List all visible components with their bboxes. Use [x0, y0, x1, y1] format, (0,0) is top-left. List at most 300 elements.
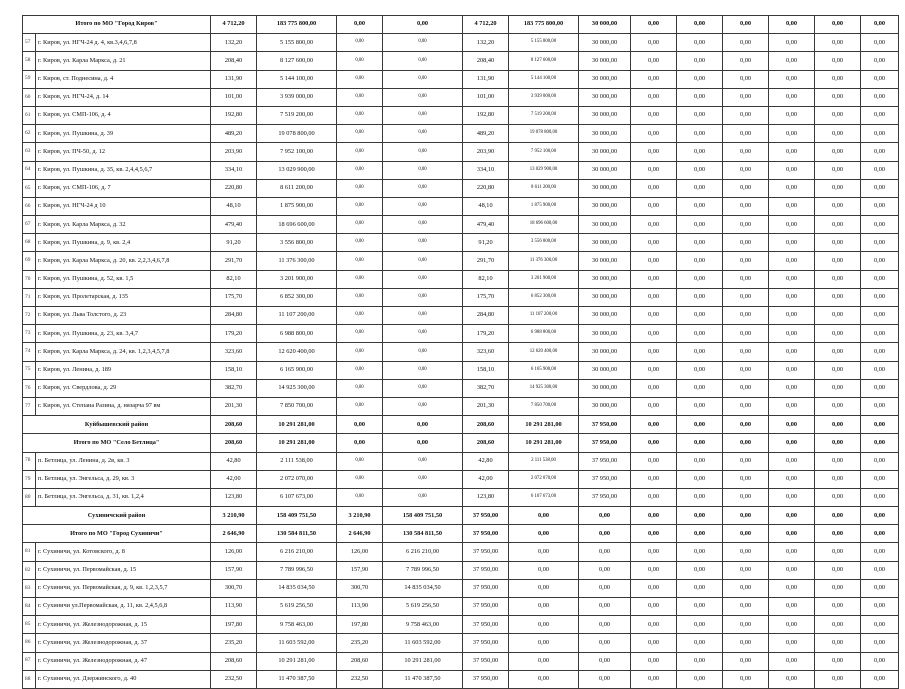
address-cell: г. Киров, ул. СМП-106, д. 4: [36, 106, 211, 124]
value-cell: 0,00: [383, 379, 463, 397]
address-cell: г. Киров, ул. Пушкина, д. 9, кв. 2,4: [36, 234, 211, 252]
value-cell: 0,00: [861, 525, 899, 543]
value-cell: 183 775 800,00: [257, 16, 337, 34]
value-cell: 0,00: [631, 434, 677, 452]
value-cell: 37 950,00: [463, 543, 509, 561]
value-cell: 2 072 070,00: [509, 470, 579, 488]
value-cell: 0,00: [815, 361, 861, 379]
value-cell: 0,00: [383, 452, 463, 470]
value-cell: 0,00: [861, 416, 899, 434]
value-cell: 0,00: [677, 252, 723, 270]
value-cell: 0,00: [631, 270, 677, 288]
value-cell: 7 789 996,50: [383, 561, 463, 579]
value-cell: 0,00: [769, 616, 815, 634]
value-cell: 0,00: [769, 397, 815, 415]
value-cell: 0,00: [631, 452, 677, 470]
value-cell: 0,00: [861, 361, 899, 379]
address-cell: г. Сухиничи, ул. Железнодорожная, д. 47: [36, 652, 211, 670]
value-cell: 0,00: [815, 161, 861, 179]
value-cell: 0,00: [815, 16, 861, 34]
value-cell: 0,00: [337, 234, 383, 252]
value-cell: 0,00: [631, 343, 677, 361]
row-number-cell: 80: [23, 488, 36, 506]
value-cell: 179,20: [463, 325, 509, 343]
value-cell: 201,30: [463, 397, 509, 415]
address-cell: г. Киров, ул. Карла Маркса, д. 20, кв. 2,2,3,4,6,7,8: [36, 252, 211, 270]
row-number-cell: 84: [23, 598, 36, 616]
value-cell: 0,00: [861, 452, 899, 470]
value-cell: 0,00: [677, 343, 723, 361]
value-cell: 0,00: [769, 179, 815, 197]
value-cell: 0,00: [337, 416, 383, 434]
value-cell: 0,00: [383, 16, 463, 34]
value-cell: 0,00: [579, 616, 631, 634]
value-cell: 37 950,00: [463, 616, 509, 634]
value-cell: 0,00: [861, 216, 899, 234]
value-cell: 0,00: [631, 670, 677, 688]
value-cell: 0,00: [769, 416, 815, 434]
address-cell: г. Киров, ул. Пушкина, д. 39: [36, 125, 211, 143]
value-cell: 0,00: [677, 616, 723, 634]
value-cell: 0,00: [383, 470, 463, 488]
value-cell: 0,00: [723, 470, 769, 488]
value-cell: 208,40: [463, 52, 509, 70]
value-cell: 0,00: [631, 397, 677, 415]
value-cell: 0,00: [337, 361, 383, 379]
value-cell: 0,00: [769, 88, 815, 106]
value-cell: 1 875 900,00: [509, 197, 579, 215]
value-cell: 0,00: [383, 307, 463, 325]
value-cell: 0,00: [337, 270, 383, 288]
value-cell: 42,80: [211, 452, 257, 470]
value-cell: 123,80: [463, 488, 509, 506]
value-cell: 0,00: [723, 561, 769, 579]
address-cell: г. Сухиничи, ул. Первомайская, д. 9, кв. 1,2,3,5,7: [36, 579, 211, 597]
value-cell: 19 078 800,00: [257, 125, 337, 143]
value-cell: 0,00: [337, 252, 383, 270]
value-cell: 0,00: [509, 507, 579, 525]
row-number-cell: 64: [23, 161, 36, 179]
address-cell: г. Киров, ул. Ленина, д. 189: [36, 361, 211, 379]
value-cell: 2 111 538,00: [257, 452, 337, 470]
table-row: [23, 197, 899, 215]
value-cell: 203,90: [211, 143, 257, 161]
value-cell: 6 988 800,00: [509, 325, 579, 343]
value-cell: 0,00: [579, 543, 631, 561]
value-cell: 48,10: [463, 197, 509, 215]
address-cell: г. Сухиничи, ул. Железнодорожная, д. 15: [36, 616, 211, 634]
value-cell: 0,00: [815, 434, 861, 452]
value-cell: 131,90: [211, 70, 257, 88]
value-cell: 197,80: [211, 616, 257, 634]
table-total-row: [23, 507, 899, 525]
row-number-cell: 58: [23, 52, 36, 70]
value-cell: 0,00: [723, 252, 769, 270]
value-cell: 284,80: [463, 307, 509, 325]
value-cell: 0,00: [383, 434, 463, 452]
value-cell: 0,00: [769, 634, 815, 652]
value-cell: 0,00: [337, 288, 383, 306]
value-cell: 131,90: [463, 70, 509, 88]
value-cell: 37 950,00: [463, 652, 509, 670]
value-cell: 158,10: [211, 361, 257, 379]
value-cell: 14 835 034,50: [257, 579, 337, 597]
value-cell: 30 000,00: [579, 70, 631, 88]
table-row: [23, 52, 899, 70]
value-cell: 0,00: [677, 143, 723, 161]
value-cell: 0,00: [383, 125, 463, 143]
value-cell: 8 127 600,00: [509, 52, 579, 70]
row-number-cell: 65: [23, 179, 36, 197]
table-row: [23, 34, 899, 52]
value-cell: 10 291 281,00: [509, 434, 579, 452]
value-cell: 0,00: [815, 452, 861, 470]
value-cell: 0,00: [337, 325, 383, 343]
value-cell: 479,40: [463, 216, 509, 234]
value-cell: 0,00: [861, 161, 899, 179]
value-cell: 30 000,00: [579, 397, 631, 415]
value-cell: 235,20: [337, 634, 383, 652]
value-cell: 30 000,00: [579, 325, 631, 343]
value-cell: 0,00: [815, 143, 861, 161]
value-cell: 0,00: [677, 216, 723, 234]
value-cell: 30 000,00: [579, 343, 631, 361]
value-cell: 0,00: [677, 361, 723, 379]
value-cell: 0,00: [631, 216, 677, 234]
value-cell: 30 000,00: [579, 179, 631, 197]
row-number-cell: 67: [23, 216, 36, 234]
value-cell: 101,00: [211, 88, 257, 106]
value-cell: 3 939 000,00: [509, 88, 579, 106]
value-cell: 0,00: [579, 598, 631, 616]
value-cell: 30 000,00: [579, 234, 631, 252]
table-row: [23, 288, 899, 306]
value-cell: 0,00: [815, 634, 861, 652]
value-cell: 0,00: [861, 561, 899, 579]
value-cell: 2 646,90: [211, 525, 257, 543]
value-cell: 30 000,00: [579, 288, 631, 306]
value-cell: 0,00: [631, 579, 677, 597]
row-number-cell: 60: [23, 88, 36, 106]
value-cell: 0,00: [337, 88, 383, 106]
value-cell: 37 950,00: [463, 598, 509, 616]
value-cell: 0,00: [631, 561, 677, 579]
row-number-cell: 76: [23, 379, 36, 397]
value-cell: 42,80: [463, 452, 509, 470]
value-cell: 0,00: [769, 379, 815, 397]
value-cell: 0,00: [861, 125, 899, 143]
table-row: [23, 379, 899, 397]
value-cell: 0,00: [815, 270, 861, 288]
value-cell: 208,60: [211, 652, 257, 670]
value-cell: 0,00: [631, 325, 677, 343]
value-cell: 0,00: [769, 525, 815, 543]
value-cell: 48,10: [211, 197, 257, 215]
value-cell: 0,00: [383, 70, 463, 88]
address-cell: г. Сухиничи, ул. Дзержинского, д. 40: [36, 670, 211, 688]
value-cell: 0,00: [723, 488, 769, 506]
table-total-row: [23, 434, 899, 452]
value-cell: 6 107 673,00: [509, 488, 579, 506]
value-cell: 0,00: [631, 416, 677, 434]
value-cell: 0,00: [769, 470, 815, 488]
row-number-cell: 69: [23, 252, 36, 270]
value-cell: 30 000,00: [579, 361, 631, 379]
group-label-cell: Куйбышевский район: [23, 416, 211, 434]
value-cell: 10 291 281,00: [257, 416, 337, 434]
value-cell: 0,00: [631, 543, 677, 561]
value-cell: 323,60: [211, 343, 257, 361]
table-row: [23, 561, 899, 579]
value-cell: 0,00: [383, 106, 463, 124]
value-cell: 8 611 200,00: [257, 179, 337, 197]
value-cell: 5 155 800,00: [257, 34, 337, 52]
value-cell: 0,00: [861, 343, 899, 361]
row-number-cell: 88: [23, 670, 36, 688]
value-cell: 0,00: [677, 325, 723, 343]
value-cell: 0,00: [769, 507, 815, 525]
value-cell: 0,00: [723, 543, 769, 561]
value-cell: 0,00: [769, 561, 815, 579]
value-cell: 0,00: [769, 343, 815, 361]
value-cell: 0,00: [815, 52, 861, 70]
value-cell: 0,00: [723, 525, 769, 543]
row-number-cell: 68: [23, 234, 36, 252]
value-cell: 0,00: [723, 52, 769, 70]
table-body: [23, 16, 899, 689]
value-cell: 0,00: [677, 179, 723, 197]
value-cell: 0,00: [631, 288, 677, 306]
value-cell: 0,00: [383, 416, 463, 434]
address-cell: г. Киров, ул. Карла Маркса, д. 32: [36, 216, 211, 234]
row-number-cell: 87: [23, 652, 36, 670]
group-label-cell: Итого по МО "Город Киров": [23, 16, 211, 34]
value-cell: 0,00: [383, 143, 463, 161]
value-cell: 0,00: [769, 288, 815, 306]
table-row: [23, 106, 899, 124]
table-row: [23, 579, 899, 597]
value-cell: 30 000,00: [579, 106, 631, 124]
value-cell: 30 000,00: [579, 52, 631, 70]
table-row: [23, 216, 899, 234]
value-cell: 10 291 281,00: [257, 434, 337, 452]
value-cell: 0,00: [337, 179, 383, 197]
row-number-cell: 77: [23, 397, 36, 415]
value-cell: 0,00: [815, 397, 861, 415]
value-cell: 0,00: [815, 652, 861, 670]
value-cell: 0,00: [383, 52, 463, 70]
value-cell: 0,00: [383, 161, 463, 179]
value-cell: 0,00: [769, 216, 815, 234]
value-cell: 37 950,00: [579, 488, 631, 506]
table-row: [23, 361, 899, 379]
value-cell: 4 712,20: [211, 16, 257, 34]
value-cell: 0,00: [579, 561, 631, 579]
value-cell: 0,00: [337, 434, 383, 452]
value-cell: 0,00: [337, 397, 383, 415]
value-cell: 130 584 811,50: [383, 525, 463, 543]
value-cell: 0,00: [383, 343, 463, 361]
row-number-cell: 82: [23, 561, 36, 579]
value-cell: 0,00: [677, 88, 723, 106]
value-cell: 0,00: [723, 452, 769, 470]
row-number-cell: 71: [23, 288, 36, 306]
value-cell: 0,00: [723, 216, 769, 234]
value-cell: 11 470 387,50: [383, 670, 463, 688]
value-cell: 0,00: [723, 670, 769, 688]
value-cell: 0,00: [815, 252, 861, 270]
value-cell: 37 950,00: [463, 561, 509, 579]
value-cell: 0,00: [723, 434, 769, 452]
value-cell: 232,50: [337, 670, 383, 688]
value-cell: 382,70: [463, 379, 509, 397]
value-cell: 0,00: [723, 634, 769, 652]
value-cell: 0,00: [723, 397, 769, 415]
row-number-cell: 73: [23, 325, 36, 343]
table-row: [23, 325, 899, 343]
value-cell: 0,00: [815, 234, 861, 252]
value-cell: 0,00: [723, 70, 769, 88]
value-cell: 11 603 592,00: [257, 634, 337, 652]
address-cell: г. Киров, ул. Пушкина, д. 52, кв. 1,5: [36, 270, 211, 288]
value-cell: 126,00: [337, 543, 383, 561]
row-number-cell: 59: [23, 70, 36, 88]
value-cell: 158 409 751,50: [257, 507, 337, 525]
value-cell: 30 000,00: [579, 216, 631, 234]
value-cell: 0,00: [509, 525, 579, 543]
value-cell: 0,00: [861, 234, 899, 252]
value-cell: 11 376 300,00: [257, 252, 337, 270]
row-number-cell: 83: [23, 579, 36, 597]
value-cell: 0,00: [815, 470, 861, 488]
value-cell: 0,00: [861, 16, 899, 34]
value-cell: 0,00: [769, 70, 815, 88]
value-cell: 0,00: [509, 670, 579, 688]
value-cell: 0,00: [631, 598, 677, 616]
value-cell: 0,00: [769, 270, 815, 288]
value-cell: 0,00: [579, 525, 631, 543]
value-cell: 0,00: [723, 161, 769, 179]
value-cell: 6 216 210,00: [383, 543, 463, 561]
address-cell: г. Киров, ул. НГЧ-24 д 10: [36, 197, 211, 215]
value-cell: 0,00: [769, 488, 815, 506]
value-cell: 0,00: [631, 252, 677, 270]
value-cell: 323,60: [463, 343, 509, 361]
value-cell: 0,00: [337, 470, 383, 488]
value-cell: 30 000,00: [579, 16, 631, 34]
group-label-cell: Итого по МО "Село Бетлица": [23, 434, 211, 452]
value-cell: 0,00: [815, 125, 861, 143]
value-cell: 5 619 256,50: [383, 598, 463, 616]
value-cell: 0,00: [861, 106, 899, 124]
value-cell: 0,00: [677, 70, 723, 88]
value-cell: 30 000,00: [579, 379, 631, 397]
value-cell: 0,00: [769, 34, 815, 52]
value-cell: 0,00: [861, 488, 899, 506]
value-cell: 13 029 900,00: [509, 161, 579, 179]
value-cell: 0,00: [383, 179, 463, 197]
value-cell: 0,00: [631, 34, 677, 52]
group-label-cell: Сухиничский район: [23, 507, 211, 525]
value-cell: 37 950,00: [463, 670, 509, 688]
value-cell: 0,00: [677, 125, 723, 143]
address-cell: г. Киров, ул. НГЧ-24, д. 14: [36, 88, 211, 106]
address-cell: г. Киров, ул. СМП-106, д. 7: [36, 179, 211, 197]
value-cell: 0,00: [815, 179, 861, 197]
value-cell: 208,60: [337, 652, 383, 670]
value-cell: 0,00: [677, 288, 723, 306]
address-cell: г. Киров, ул. Пролетарская, д. 135: [36, 288, 211, 306]
value-cell: 220,80: [211, 179, 257, 197]
value-cell: 0,00: [631, 179, 677, 197]
value-cell: 0,00: [815, 325, 861, 343]
value-cell: 30 000,00: [579, 197, 631, 215]
row-number-cell: 86: [23, 634, 36, 652]
value-cell: 203,90: [463, 143, 509, 161]
value-cell: 0,00: [677, 470, 723, 488]
value-cell: 158,10: [463, 361, 509, 379]
value-cell: 0,00: [861, 670, 899, 688]
value-cell: 30 000,00: [579, 252, 631, 270]
value-cell: 0,00: [631, 488, 677, 506]
value-cell: 37 950,00: [463, 507, 509, 525]
table-row: [23, 670, 899, 688]
value-cell: 0,00: [861, 88, 899, 106]
value-cell: 0,00: [677, 234, 723, 252]
value-cell: 7 519 200,00: [257, 106, 337, 124]
value-cell: 0,00: [723, 307, 769, 325]
value-cell: 6 165 900,00: [509, 361, 579, 379]
value-cell: 0,00: [337, 16, 383, 34]
value-cell: 157,90: [337, 561, 383, 579]
value-cell: 6 216 210,00: [257, 543, 337, 561]
value-cell: 0,00: [815, 561, 861, 579]
row-number-cell: 63: [23, 143, 36, 161]
value-cell: 0,00: [723, 270, 769, 288]
value-cell: 0,00: [383, 34, 463, 52]
value-cell: 30 000,00: [579, 270, 631, 288]
value-cell: 18 696 600,00: [509, 216, 579, 234]
table-row: [23, 125, 899, 143]
address-cell: г. Киров, ул. ПЧ-50, д. 12: [36, 143, 211, 161]
value-cell: 0,00: [861, 579, 899, 597]
value-cell: 30 000,00: [579, 88, 631, 106]
value-cell: 3 939 000,00: [257, 88, 337, 106]
value-cell: 3 556 800,00: [509, 234, 579, 252]
value-cell: 0,00: [815, 197, 861, 215]
value-cell: 158 409 751,50: [383, 507, 463, 525]
value-cell: 0,00: [769, 670, 815, 688]
value-cell: 0,00: [383, 216, 463, 234]
value-cell: 11 603 592,00: [383, 634, 463, 652]
value-cell: 126,00: [211, 543, 257, 561]
table-row: [23, 598, 899, 616]
value-cell: 0,00: [723, 106, 769, 124]
value-cell: 0,00: [677, 652, 723, 670]
table-row: [23, 179, 899, 197]
value-cell: 0,00: [815, 525, 861, 543]
value-cell: 179,20: [211, 325, 257, 343]
value-cell: 0,00: [769, 434, 815, 452]
value-cell: 3 210,90: [211, 507, 257, 525]
address-cell: г. Киров, ул. Пушкина, д. 35, кв. 2,4,4,5,6,7: [36, 161, 211, 179]
value-cell: 0,00: [631, 143, 677, 161]
value-cell: 0,00: [631, 197, 677, 215]
value-cell: 192,80: [211, 106, 257, 124]
value-cell: 334,10: [463, 161, 509, 179]
value-cell: 101,00: [463, 88, 509, 106]
value-cell: 0,00: [723, 234, 769, 252]
